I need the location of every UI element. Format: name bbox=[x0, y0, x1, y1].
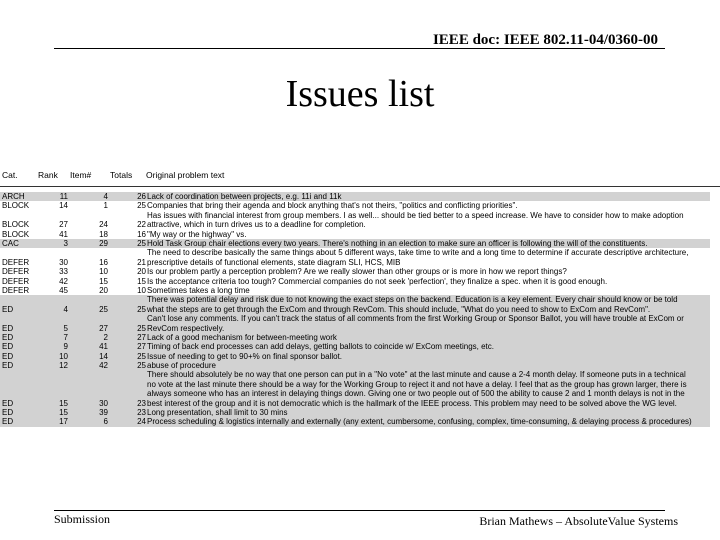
table-row bbox=[0, 248, 710, 257]
cell-category: ARCH bbox=[2, 192, 25, 201]
cell-problem-text bbox=[147, 305, 707, 324]
problem-text-line: The need to describe basically the same things about 5 different ways, take time to write and a long time to determine if accurate descriptive architecture, bbox=[147, 248, 689, 258]
footer-divider bbox=[54, 510, 665, 511]
cell-total: 26 bbox=[137, 192, 146, 201]
cell-item-number: 10 bbox=[99, 267, 108, 277]
footer-submission: Submission bbox=[54, 512, 111, 526]
column-header-cat: Cat. bbox=[2, 170, 18, 180]
table-row bbox=[0, 192, 710, 201]
cell-item-number: 24 bbox=[99, 220, 108, 230]
header-divider bbox=[54, 48, 665, 49]
cell-total: 25 bbox=[137, 361, 146, 371]
problem-text-line: Long presentation, shall limit to 30 mins bbox=[147, 408, 288, 418]
cell-category: DEFER bbox=[2, 257, 30, 267]
cell-category: ED bbox=[2, 408, 14, 418]
cell-category: DEFER bbox=[2, 276, 30, 286]
cell-rank: 41 bbox=[59, 229, 68, 239]
cell-rank: 14 bbox=[59, 201, 68, 211]
cell-total: 25 bbox=[137, 351, 146, 361]
cell-category: BLOCK bbox=[2, 220, 30, 230]
cell-category: ED bbox=[2, 351, 14, 361]
cell-total: 23 bbox=[137, 398, 146, 408]
column-header-item: Item# bbox=[70, 170, 92, 180]
cell-item-number: 41 bbox=[99, 342, 108, 352]
cell-category: ED bbox=[2, 332, 14, 342]
cell-category: ED bbox=[2, 398, 14, 408]
problem-text-continuation: Has issues with financial interest from group members. I as well... should be tied better to a speed increase. We have to consider how to make adoption bbox=[147, 210, 684, 220]
cell-problem-text bbox=[147, 220, 707, 229]
cell-item-number: 42 bbox=[99, 361, 108, 371]
problem-text-continuation: no vote at the last minute there should be a way for the Working Group to reject it and not have a delay. I feel that as the group has grown larger, there is bbox=[147, 379, 687, 389]
table-row bbox=[0, 277, 710, 286]
cell-rank: 9 bbox=[63, 342, 68, 352]
cell-rank: 5 bbox=[63, 323, 68, 333]
cell-rank: 10 bbox=[59, 351, 68, 361]
cell-total: 25 bbox=[137, 238, 146, 248]
cell-rank: 12 bbox=[59, 361, 68, 371]
cell-item-number: 4 bbox=[103, 192, 108, 201]
cell-category: ED bbox=[2, 361, 14, 371]
cell-rank: 3 bbox=[63, 238, 68, 248]
table-row bbox=[0, 408, 710, 417]
footer-author: Brian Mathews – AbsoluteValue Systems bbox=[479, 514, 678, 528]
problem-text-line: what the steps are to get through the ExCom and through RevCom. This should include, "What do you need to show to ExCom and RevCom". bbox=[147, 304, 651, 314]
cell-category: ED bbox=[2, 304, 14, 314]
cell-rank: 15 bbox=[59, 408, 68, 418]
cell-problem-text bbox=[147, 295, 707, 304]
table-row bbox=[0, 352, 710, 361]
table-row bbox=[0, 417, 710, 426]
cell-problem-text bbox=[147, 286, 707, 295]
cell-total: 20 bbox=[137, 267, 146, 277]
cell-category: BLOCK bbox=[2, 229, 30, 239]
table-row bbox=[0, 361, 710, 399]
cell-problem-text bbox=[147, 399, 707, 408]
cell-rank: 15 bbox=[59, 398, 68, 408]
cell-item-number: 15 bbox=[99, 276, 108, 286]
cell-problem-text bbox=[147, 230, 707, 239]
cell-problem-text bbox=[147, 408, 707, 417]
cell-problem-text bbox=[147, 333, 707, 342]
column-header-totals: Totals bbox=[110, 170, 133, 180]
cell-category: CAC bbox=[2, 238, 19, 248]
problem-text-line: Is the acceptance criteria too tough? Commercial companies do not seek 'perfection', they finalize a spec. when it is good enough. bbox=[147, 276, 608, 286]
cell-total: 24 bbox=[137, 417, 146, 427]
cell-item-number: 25 bbox=[99, 304, 108, 314]
cell-rank: 45 bbox=[59, 285, 68, 295]
cell-rank: 27 bbox=[59, 220, 68, 230]
cell-problem-text bbox=[147, 248, 707, 257]
cell-total: 15 bbox=[137, 276, 146, 286]
cell-category: DEFER bbox=[2, 267, 30, 277]
cell-rank: 17 bbox=[59, 417, 68, 427]
cell-item-number: 6 bbox=[103, 417, 108, 427]
cell-rank: 33 bbox=[59, 267, 68, 277]
problem-text-line: Hold Task Group chair elections every two years. There's nothing in an election to make sure an officer is following the will of the constituents. bbox=[147, 238, 648, 248]
slide-title: Issues list bbox=[285, 73, 435, 115]
issues-table bbox=[0, 192, 710, 427]
cell-total: 22 bbox=[137, 220, 146, 230]
table-row bbox=[0, 201, 710, 220]
cell-rank: 30 bbox=[59, 257, 68, 267]
problem-text-continuation: There should absolutely be no way that one person can put in a "No vote" at the last minute and cause a 2-4 month delay. If someone puts in a technical bbox=[147, 370, 686, 380]
column-header-text: Original problem text bbox=[146, 170, 225, 180]
cell-problem-text bbox=[147, 192, 707, 201]
problem-text-line: "My way or the highway" vs. bbox=[147, 229, 247, 239]
problem-text-continuation: Can't lose any comments. If you can't track the status of all comments from the first Working Group or Sponsor Ballot, you will have trouble at ExCom or bbox=[147, 314, 684, 324]
header-separator bbox=[0, 186, 720, 187]
cell-rank: 11 bbox=[59, 192, 68, 201]
problem-text-line: attractive, which in turn drives us to a deadline for completion. bbox=[147, 220, 366, 230]
table-row bbox=[0, 239, 710, 248]
cell-rank: 42 bbox=[59, 276, 68, 286]
problem-text-line: best interest of the group and it is not democratic which is the hallmark of the IEEE process. This problem may need to be solved above the WG level. bbox=[147, 398, 677, 408]
table-header bbox=[0, 170, 720, 182]
cell-total: 25 bbox=[137, 304, 146, 314]
table-row bbox=[0, 295, 710, 304]
table-row bbox=[0, 399, 710, 408]
cell-problem-text bbox=[147, 201, 707, 220]
cell-item-number: 2 bbox=[103, 332, 108, 342]
cell-item-number: 18 bbox=[99, 229, 108, 239]
cell-problem-text bbox=[147, 267, 707, 276]
problem-text-continuation: always someone who has an interest in delaying things down. Giving one or two people out of 500 the ability to cause 2 and 1 month delays is not in the bbox=[147, 389, 685, 399]
table-row bbox=[0, 220, 710, 229]
cell-total: 21 bbox=[137, 257, 146, 267]
cell-total: 16 bbox=[137, 229, 146, 239]
cell-category: ED bbox=[2, 323, 14, 333]
problem-text-line: prescriptive details of functional elements, state diagram SLI, HCS, MIB bbox=[147, 257, 401, 267]
table-row bbox=[0, 267, 710, 276]
cell-category: ED bbox=[2, 342, 14, 352]
cell-problem-text bbox=[147, 277, 707, 286]
table-row bbox=[0, 230, 710, 239]
cell-category: BLOCK bbox=[2, 201, 30, 211]
problem-text-line: abuse of procedure bbox=[147, 361, 216, 371]
problem-text-line: Sometimes takes a long time bbox=[147, 285, 250, 295]
cell-total: 27 bbox=[137, 342, 146, 352]
problem-text-line: Lack of a good mechanism for between-meeting work bbox=[147, 332, 337, 342]
cell-category: DEFER bbox=[2, 285, 30, 295]
cell-item-number: 14 bbox=[99, 351, 108, 361]
cell-problem-text bbox=[147, 342, 707, 351]
cell-total: 25 bbox=[137, 201, 146, 211]
problem-text-line: RevCom respectively. bbox=[147, 323, 225, 333]
cell-problem-text bbox=[147, 417, 707, 426]
problem-text-line: Timing of back end processes can add delays, getting ballots to coincide w/ ExCom meetings, etc. bbox=[147, 342, 494, 352]
cell-item-number: 20 bbox=[99, 285, 108, 295]
problem-text-line: Is our problem partly a perception problem? Are we really slower than other groups or is more in how we report things? bbox=[147, 267, 567, 277]
table-row bbox=[0, 286, 710, 295]
cell-item-number: 1 bbox=[103, 201, 108, 211]
cell-item-number: 27 bbox=[99, 323, 108, 333]
cell-total: 27 bbox=[137, 332, 146, 342]
cell-item-number: 39 bbox=[99, 408, 108, 418]
cell-item-number: 16 bbox=[99, 257, 108, 267]
table-row bbox=[0, 333, 710, 342]
table-row bbox=[0, 324, 710, 333]
column-header-rank: Rank bbox=[38, 170, 58, 180]
problem-text-line: Issue of needing to get to 90+% on final sponsor ballot. bbox=[147, 351, 343, 361]
cell-category: ED bbox=[2, 417, 14, 427]
cell-problem-text bbox=[147, 352, 707, 361]
table-row bbox=[0, 258, 710, 267]
cell-rank: 4 bbox=[63, 304, 68, 314]
problem-text-line: Process scheduling & logistics internally and externally (any extent, cumbersome, confusing, complex, time-consuming, & delaying process & procedures) bbox=[147, 417, 692, 427]
problem-text-line: Lack of coordination between projects, e.g. 11i and 11k bbox=[147, 192, 342, 201]
cell-total: 10 bbox=[137, 285, 146, 295]
cell-problem-text bbox=[147, 324, 707, 333]
table-row bbox=[0, 305, 710, 324]
cell-rank: 7 bbox=[63, 332, 68, 342]
cell-problem-text bbox=[147, 239, 707, 248]
cell-total: 25 bbox=[137, 323, 146, 333]
problem-text-line: Companies that bring their agenda and block anything that's not theirs, "politics and conflicting priorities". bbox=[147, 201, 518, 211]
document-id: IEEE doc: IEEE 802.11-04/0360-00 bbox=[432, 32, 658, 48]
cell-item-number: 29 bbox=[99, 238, 108, 248]
cell-total: 23 bbox=[137, 408, 146, 418]
cell-problem-text bbox=[147, 258, 707, 267]
cell-item-number: 30 bbox=[99, 398, 108, 408]
table-row bbox=[0, 342, 710, 351]
cell-problem-text bbox=[147, 361, 707, 399]
problem-text-line: There was potential delay and risk due to not knowing the exact steps on the backend. Education is a key element. Every chair should know or be told bbox=[147, 295, 678, 305]
